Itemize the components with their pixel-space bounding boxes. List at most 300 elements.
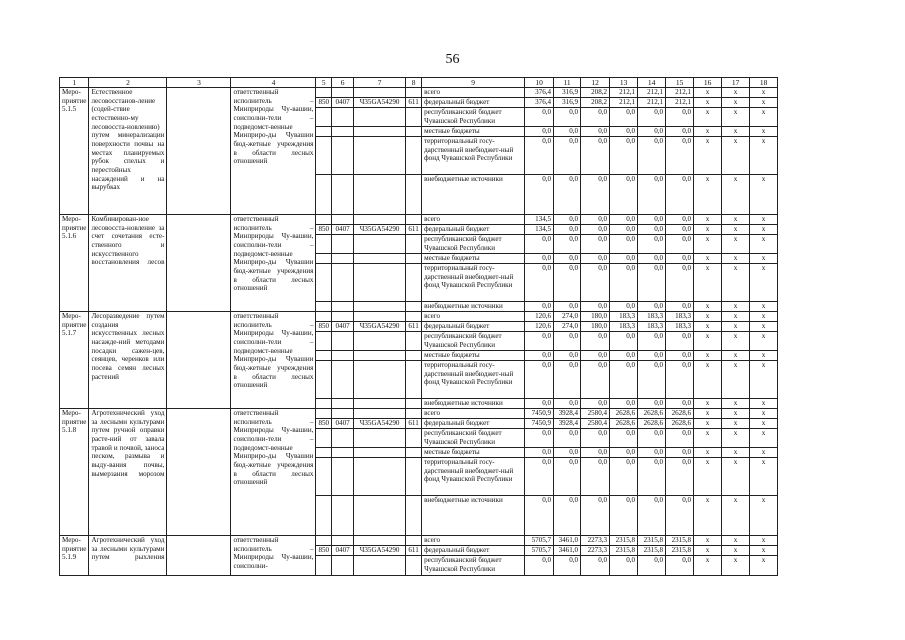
value-cell: 0,0 <box>581 351 610 361</box>
budget-code-cell <box>354 351 406 361</box>
value-cell: 0,0 <box>610 108 638 127</box>
budget-table <box>59 77 778 576</box>
value-cell: 0,0 <box>525 351 554 361</box>
value-cell: x <box>694 399 722 409</box>
value-cell: 0,0 <box>610 254 638 264</box>
value-cell: 0,0 <box>554 448 581 458</box>
value-cell: 212,1 <box>610 88 638 98</box>
value-cell: x <box>694 496 722 536</box>
value-cell: 0,0 <box>666 496 694 536</box>
funding-source-cell: всего <box>422 536 525 546</box>
header-cell: 12 <box>581 78 610 88</box>
value-cell: 0,0 <box>610 351 638 361</box>
header-cell: 3 <box>167 78 231 88</box>
value-cell: 3461,0 <box>554 546 581 556</box>
budget-code-cell: 0407 <box>332 225 354 235</box>
budget-code-cell <box>406 361 422 399</box>
value-cell: 5705,7 <box>525 546 554 556</box>
value-cell: x <box>722 175 750 215</box>
budget-code-cell <box>316 496 332 536</box>
value-cell: x <box>750 302 778 312</box>
value-cell: 212,1 <box>638 98 666 108</box>
value-cell: 3928,4 <box>554 409 581 419</box>
value-cell: 0,0 <box>581 137 610 175</box>
budget-code-cell: 0407 <box>332 419 354 429</box>
value-cell: 376,4 <box>525 98 554 108</box>
value-cell: 0,0 <box>554 225 581 235</box>
funding-source-cell: местные бюджеты <box>422 254 525 264</box>
value-cell: x <box>694 556 722 576</box>
budget-code-cell <box>354 332 406 351</box>
header-cell: 1 <box>60 78 89 88</box>
value-cell: 0,0 <box>638 556 666 576</box>
value-cell: x <box>722 137 750 175</box>
value-cell: x <box>750 175 778 215</box>
measure-number-cell: Меро-приятие 5.1.5 <box>60 88 89 215</box>
budget-code-cell <box>406 536 422 546</box>
header-cell: 7 <box>354 78 406 88</box>
table-row <box>60 312 778 322</box>
value-cell: x <box>722 429 750 448</box>
budget-code-cell <box>332 175 354 215</box>
budget-code-cell <box>406 127 422 137</box>
value-cell: x <box>722 458 750 496</box>
budget-code-cell <box>332 137 354 175</box>
value-cell: x <box>750 496 778 536</box>
value-cell: 183,3 <box>610 312 638 322</box>
value-cell: 0,0 <box>666 351 694 361</box>
value-cell: 2315,8 <box>666 536 694 546</box>
header-cell: 9 <box>422 78 525 88</box>
empty-cell <box>167 88 231 215</box>
value-cell: 0,0 <box>525 302 554 312</box>
budget-code-cell: 850 <box>316 322 332 332</box>
value-cell: 2315,8 <box>666 546 694 556</box>
value-cell: 0,0 <box>610 235 638 254</box>
value-cell: x <box>722 215 750 225</box>
measure-description-cell: Комбинирован-ное лесовосста-новление за счет сочетания есте-ственного и искусственного восстановления лесов <box>89 215 167 312</box>
value-cell: 0,0 <box>525 108 554 127</box>
budget-code-cell <box>332 127 354 137</box>
value-cell: 376,4 <box>525 88 554 98</box>
budget-code-cell <box>354 556 406 576</box>
budget-code-cell: 0407 <box>332 546 354 556</box>
measure-description-cell: Естественное лесовосстанов-ление (содей-ствие естественно-му лесовосста-новлению) путем минерализации поверхности почвы на местах планируемых рубок спелых и перестойных насаждений и на вырубках <box>89 88 167 215</box>
budget-code-cell: 850 <box>316 419 332 429</box>
budget-code-cell <box>406 137 422 175</box>
value-cell: 0,0 <box>638 264 666 302</box>
funding-source-cell: территориальный госу-дарственный внебюджет-ный фонд Чувашской Республики <box>422 458 525 496</box>
value-cell: 0,0 <box>581 399 610 409</box>
value-cell: x <box>694 88 722 98</box>
budget-code-cell <box>406 556 422 576</box>
value-cell: 2315,8 <box>610 536 638 546</box>
value-cell: x <box>694 215 722 225</box>
value-cell: 134,5 <box>525 225 554 235</box>
budget-code-cell <box>316 536 332 546</box>
value-cell: 120,6 <box>525 312 554 322</box>
funding-source-cell: республиканский бюджет Чувашской Республики <box>422 429 525 448</box>
value-cell: x <box>694 264 722 302</box>
funding-source-cell: республиканский бюджет Чувашской Республики <box>422 235 525 254</box>
budget-code-cell <box>332 88 354 98</box>
value-cell: x <box>694 302 722 312</box>
value-cell: 0,0 <box>581 235 610 254</box>
value-cell: 0,0 <box>525 137 554 175</box>
value-cell: x <box>750 332 778 351</box>
value-cell: x <box>694 137 722 175</box>
value-cell: x <box>750 419 778 429</box>
value-cell: 0,0 <box>638 302 666 312</box>
budget-code-cell <box>316 409 332 419</box>
value-cell: x <box>722 322 750 332</box>
header-cell: 16 <box>694 78 722 88</box>
value-cell: 0,0 <box>666 127 694 137</box>
value-cell: 0,0 <box>666 429 694 448</box>
value-cell: 0,0 <box>581 458 610 496</box>
value-cell: 0,0 <box>610 458 638 496</box>
budget-code-cell <box>406 496 422 536</box>
header-cell: 4 <box>231 78 316 88</box>
value-cell: 2315,8 <box>610 546 638 556</box>
value-cell: 0,0 <box>638 175 666 215</box>
table-row <box>60 215 778 225</box>
value-cell: 0,0 <box>581 361 610 399</box>
measure-number-cell: Меро-приятие 5.1.7 <box>60 312 89 409</box>
value-cell: 0,0 <box>554 264 581 302</box>
budget-code-cell <box>332 361 354 399</box>
value-cell: 0,0 <box>581 429 610 448</box>
value-cell: 3461,0 <box>554 536 581 546</box>
value-cell: 0,0 <box>666 399 694 409</box>
value-cell: 0,0 <box>554 137 581 175</box>
value-cell: x <box>750 108 778 127</box>
value-cell: 0,0 <box>666 556 694 576</box>
value-cell: 0,0 <box>610 127 638 137</box>
budget-code-cell: Ч35GА54290 <box>354 322 406 332</box>
value-cell: x <box>750 361 778 399</box>
value-cell: 0,0 <box>554 361 581 399</box>
value-cell: x <box>694 361 722 399</box>
value-cell: 0,0 <box>554 496 581 536</box>
value-cell: 2315,8 <box>638 546 666 556</box>
budget-code-cell <box>332 312 354 322</box>
value-cell: 0,0 <box>638 496 666 536</box>
value-cell: 0,0 <box>525 264 554 302</box>
funding-source-cell: всего <box>422 312 525 322</box>
value-cell: 208,2 <box>581 88 610 98</box>
value-cell: 0,0 <box>525 361 554 399</box>
value-cell: 0,0 <box>554 175 581 215</box>
budget-code-cell <box>354 409 406 419</box>
value-cell: 0,0 <box>610 399 638 409</box>
budget-code-cell <box>332 235 354 254</box>
value-cell: 0,0 <box>525 235 554 254</box>
value-cell: x <box>750 254 778 264</box>
value-cell: 2628,6 <box>610 419 638 429</box>
value-cell: 0,0 <box>610 264 638 302</box>
value-cell: 7450,9 <box>525 419 554 429</box>
value-cell: 0,0 <box>610 175 638 215</box>
value-cell: 0,0 <box>638 448 666 458</box>
budget-code-cell <box>316 127 332 137</box>
value-cell: x <box>694 98 722 108</box>
value-cell: 0,0 <box>581 175 610 215</box>
budget-code-cell <box>332 448 354 458</box>
value-cell: 0,0 <box>666 361 694 399</box>
table-row <box>60 409 778 419</box>
value-cell: x <box>694 351 722 361</box>
value-cell: x <box>722 108 750 127</box>
budget-code-cell <box>354 175 406 215</box>
value-cell: 0,0 <box>581 127 610 137</box>
budget-code-cell <box>354 127 406 137</box>
budget-code-cell <box>406 399 422 409</box>
value-cell: 0,0 <box>610 361 638 399</box>
value-cell: 3928,4 <box>554 419 581 429</box>
value-cell: x <box>750 98 778 108</box>
funding-source-cell: внебюджетные источники <box>422 175 525 215</box>
header-cell: 17 <box>722 78 750 88</box>
empty-cell <box>167 409 231 536</box>
value-cell: x <box>750 127 778 137</box>
value-cell: x <box>722 448 750 458</box>
budget-code-cell <box>406 302 422 312</box>
value-cell: 2273,3 <box>581 546 610 556</box>
value-cell: 0,0 <box>525 458 554 496</box>
value-cell: 0,0 <box>554 302 581 312</box>
empty-cell <box>167 536 231 576</box>
budget-code-cell <box>316 429 332 448</box>
value-cell: 183,3 <box>610 322 638 332</box>
value-cell: x <box>722 556 750 576</box>
value-cell: 0,0 <box>554 458 581 496</box>
budget-code-cell: 0407 <box>332 98 354 108</box>
budget-code-cell <box>354 302 406 312</box>
value-cell: 212,1 <box>666 88 694 98</box>
value-cell: 0,0 <box>610 556 638 576</box>
funding-source-cell: федеральный бюджет <box>422 419 525 429</box>
header-cell: 6 <box>332 78 354 88</box>
budget-code-cell <box>316 264 332 302</box>
header-cell: 5 <box>316 78 332 88</box>
value-cell: 316,9 <box>554 98 581 108</box>
value-cell: 212,1 <box>638 88 666 98</box>
value-cell: 0,0 <box>666 254 694 264</box>
value-cell: 2628,6 <box>638 419 666 429</box>
budget-code-cell: Ч35GА54290 <box>354 546 406 556</box>
value-cell: 0,0 <box>666 264 694 302</box>
value-cell: 0,0 <box>638 225 666 235</box>
budget-code-cell: 611 <box>406 546 422 556</box>
funding-source-cell: территориальный госу-дарственный внебюджет-ный фонд Чувашской Республики <box>422 361 525 399</box>
budget-code-cell <box>354 254 406 264</box>
funding-source-cell: республиканский бюджет Чувашской Республики <box>422 108 525 127</box>
value-cell: 0,0 <box>666 458 694 496</box>
budget-code-cell: Ч35GА54290 <box>354 98 406 108</box>
value-cell: x <box>722 235 750 254</box>
value-cell: 0,0 <box>610 496 638 536</box>
value-cell: x <box>750 312 778 322</box>
budget-code-cell <box>354 536 406 546</box>
budget-code-cell: 611 <box>406 322 422 332</box>
table-row <box>60 88 778 98</box>
value-cell: 0,0 <box>666 332 694 351</box>
funding-source-cell: местные бюджеты <box>422 127 525 137</box>
budget-code-cell <box>332 351 354 361</box>
value-cell: 0,0 <box>554 215 581 225</box>
value-cell: 0,0 <box>610 429 638 448</box>
empty-cell <box>167 215 231 312</box>
value-cell: 2628,6 <box>638 409 666 419</box>
budget-code-cell <box>316 312 332 322</box>
value-cell: 183,3 <box>638 322 666 332</box>
budget-code-cell: 850 <box>316 225 332 235</box>
value-cell: x <box>722 98 750 108</box>
measure-description-cell: Лесоразведение путем создания искусственных лесных насажде-ний методами посадки сажен-цев, сеянцев, черенков или посева семян лесных растений <box>89 312 167 409</box>
value-cell: 0,0 <box>638 361 666 399</box>
value-cell: x <box>722 409 750 419</box>
funding-source-cell: республиканский бюджет Чувашской Республики <box>422 332 525 351</box>
budget-code-cell: Ч35GА54290 <box>354 419 406 429</box>
value-cell: 0,0 <box>525 127 554 137</box>
budget-code-cell <box>406 215 422 225</box>
funding-source-cell: федеральный бюджет <box>422 225 525 235</box>
header-cell: 14 <box>638 78 666 88</box>
value-cell: x <box>694 312 722 322</box>
value-cell: 2628,6 <box>666 419 694 429</box>
funding-source-cell: федеральный бюджет <box>422 546 525 556</box>
budget-code-cell: 611 <box>406 225 422 235</box>
value-cell: 0,0 <box>525 496 554 536</box>
value-cell: 316,9 <box>554 88 581 98</box>
value-cell: 0,0 <box>554 399 581 409</box>
value-cell: 0,0 <box>638 215 666 225</box>
value-cell: x <box>694 458 722 496</box>
budget-code-cell <box>332 215 354 225</box>
value-cell: 0,0 <box>666 215 694 225</box>
budget-code-cell <box>316 351 332 361</box>
measure-description-cell: Агротехнический уход за лесными культурами путем ручной оправки расте-ний от завала травой и почвой, заноса песком, размыва и выду-вания почвы, вымерзания морозом <box>89 409 167 536</box>
value-cell: 0,0 <box>581 215 610 225</box>
value-cell: 120,6 <box>525 322 554 332</box>
value-cell: 0,0 <box>581 332 610 351</box>
value-cell: x <box>750 448 778 458</box>
budget-code-cell <box>354 361 406 399</box>
value-cell: x <box>694 254 722 264</box>
executor-cell: ответственный исполнитель – Минприроды Чу-вашии, соисполни-тели – подведомст-венные Минприро-ды Чувашии бюд-жетные учреждения в области лесных отношений <box>231 215 316 312</box>
executor-cell: ответственный исполнитель – Минприроды Чу-вашии, соисполни-тели – подведомст-венные Минприро-ды Чувашии бюд-жетные учреждения в области лесных отношений <box>231 312 316 409</box>
value-cell: x <box>750 322 778 332</box>
budget-code-cell <box>332 536 354 546</box>
budget-code-cell <box>354 137 406 175</box>
budget-code-cell <box>354 399 406 409</box>
value-cell: 0,0 <box>554 332 581 351</box>
value-cell: x <box>750 399 778 409</box>
value-cell: x <box>750 409 778 419</box>
value-cell: 5705,7 <box>525 536 554 546</box>
value-cell: 0,0 <box>638 254 666 264</box>
measure-number-cell: Меро-приятие 5.1.6 <box>60 215 89 312</box>
value-cell: 0,0 <box>525 254 554 264</box>
value-cell: 0,0 <box>581 108 610 127</box>
value-cell: 0,0 <box>666 137 694 175</box>
value-cell: 0,0 <box>525 556 554 576</box>
value-cell: 0,0 <box>610 225 638 235</box>
funding-source-cell: местные бюджеты <box>422 351 525 361</box>
budget-code-cell: 611 <box>406 419 422 429</box>
value-cell: x <box>750 88 778 98</box>
value-cell: x <box>694 332 722 351</box>
value-cell: 0,0 <box>610 137 638 175</box>
budget-code-cell <box>316 302 332 312</box>
budget-code-cell <box>354 448 406 458</box>
budget-code-cell <box>354 88 406 98</box>
value-cell: x <box>722 351 750 361</box>
value-cell: 0,0 <box>554 254 581 264</box>
value-cell: 0,0 <box>525 175 554 215</box>
value-cell: 0,0 <box>666 175 694 215</box>
value-cell: x <box>722 399 750 409</box>
budget-code-cell <box>332 496 354 536</box>
executor-cell: ответственный исполнитель – Минприроды Чу-вашии, соисполни-тели – подведомст-венные Минприро-ды Чувашии бюд-жетные учреждения в области лесных отношений <box>231 88 316 215</box>
funding-source-cell: внебюджетные источники <box>422 302 525 312</box>
value-cell: 2315,8 <box>638 536 666 546</box>
value-cell: x <box>694 108 722 127</box>
value-cell: 0,0 <box>638 332 666 351</box>
value-cell: x <box>750 225 778 235</box>
funding-source-cell: республиканский бюджет Чувашской Республики <box>422 556 525 576</box>
value-cell: 0,0 <box>666 448 694 458</box>
value-cell: x <box>694 225 722 235</box>
value-cell: 0,0 <box>666 108 694 127</box>
budget-code-cell: 850 <box>316 98 332 108</box>
budget-code-cell <box>332 409 354 419</box>
budget-code-cell <box>406 429 422 448</box>
measure-number-cell: Меро-приятие 5.1.8 <box>60 409 89 536</box>
value-cell: 180,0 <box>581 322 610 332</box>
budget-code-cell <box>332 556 354 576</box>
value-cell: x <box>722 419 750 429</box>
budget-code-cell <box>406 235 422 254</box>
value-cell: 0,0 <box>525 399 554 409</box>
value-cell: 134,5 <box>525 215 554 225</box>
budget-code-cell <box>332 264 354 302</box>
budget-code-cell <box>406 448 422 458</box>
value-cell: 0,0 <box>610 215 638 225</box>
funding-source-cell: всего <box>422 88 525 98</box>
value-cell: x <box>694 127 722 137</box>
value-cell: 0,0 <box>638 351 666 361</box>
funding-source-cell: федеральный бюджет <box>422 98 525 108</box>
value-cell: x <box>694 419 722 429</box>
value-cell: 0,0 <box>666 225 694 235</box>
budget-code-cell <box>316 215 332 225</box>
header-cell: 15 <box>666 78 694 88</box>
value-cell: x <box>722 536 750 546</box>
value-cell: 0,0 <box>610 332 638 351</box>
value-cell: x <box>750 536 778 546</box>
value-cell: x <box>694 448 722 458</box>
value-cell: x <box>750 429 778 448</box>
budget-code-cell <box>332 399 354 409</box>
value-cell: x <box>722 225 750 235</box>
funding-source-cell: территориальный госу-дарственный внебюджет-ный фонд Чувашской Республики <box>422 137 525 175</box>
budget-code-cell <box>332 254 354 264</box>
budget-code-cell <box>406 332 422 351</box>
budget-code-cell <box>316 108 332 127</box>
header-cell: 2 <box>89 78 167 88</box>
